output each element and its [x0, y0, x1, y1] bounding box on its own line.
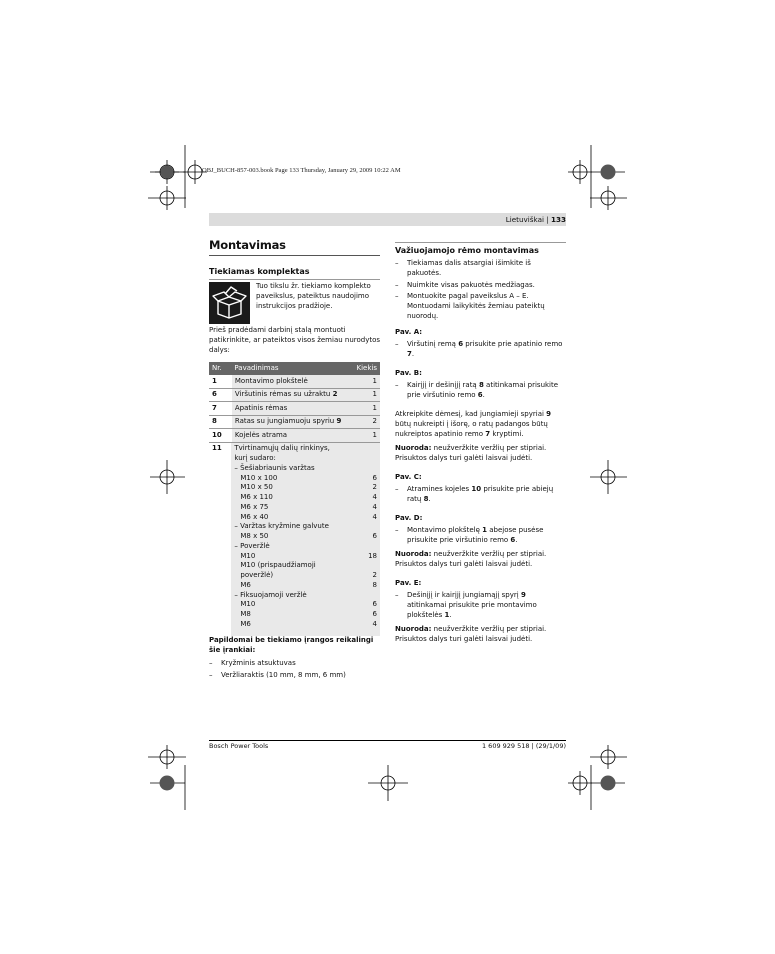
- part-ref: 6: [477, 391, 483, 399]
- step-list: [395, 525, 567, 545]
- part-ref: 1: [482, 526, 487, 534]
- table-row: [209, 429, 380, 443]
- row-nr: 10: [209, 429, 231, 443]
- table-row: [209, 402, 380, 416]
- step-list: [395, 380, 567, 400]
- parts-table: [209, 362, 380, 636]
- part-ref: 7: [485, 430, 491, 438]
- kit-qty: [353, 464, 377, 474]
- note-label: Nuoroda:: [395, 444, 432, 452]
- list-item: – Tiekiamas dalis atsargiai išimkite iš pakuotės.: [395, 258, 567, 278]
- list-item: – Viršutinį remą 6 prisukite prie apatinio remo 7.: [395, 339, 567, 359]
- kit-line: poveržlė): [240, 571, 274, 580]
- kit-qty: 4: [372, 619, 377, 628]
- kit-qty: 4: [372, 502, 377, 511]
- kit-line: – Varžtas kryžmine galvute: [234, 522, 329, 531]
- figure-steps: [395, 327, 567, 644]
- step-label: Pav. B:: [395, 369, 422, 377]
- kit-qty: 2: [372, 483, 377, 492]
- box-contents-icon: [209, 282, 250, 324]
- step-list: [395, 590, 567, 620]
- note: Nuoroda: neužveržkite veržlių per stipriai. Prisuktos dalys turi galėti laisvai judėti.: [395, 444, 547, 462]
- kit-qty: [353, 542, 377, 552]
- row-qty: 1: [350, 429, 380, 443]
- kit-line: M6 x 40: [240, 512, 269, 521]
- row-name: Montavimo plokštelė: [231, 375, 350, 388]
- step-list: [395, 484, 567, 504]
- list-item: – Veržliaraktis (10 mm, 8 mm, 6 mm): [209, 670, 381, 680]
- kit-qty: 6: [372, 610, 377, 619]
- row-nr: 11: [212, 444, 222, 453]
- row-qty: 1: [350, 402, 380, 416]
- frame-heading: Važiuojamojo rėmo montavimas: [395, 246, 539, 255]
- part-ref: 8: [478, 381, 484, 389]
- row-name: Viršutinis rėmas su užraktu 2: [231, 388, 350, 402]
- kit-names: [231, 442, 350, 635]
- header-qty: Kiekis: [350, 362, 380, 375]
- kit-qty: 18: [368, 551, 377, 560]
- footer-brand: Bosch Power Tools: [209, 742, 269, 750]
- kit-qty: 6: [372, 600, 377, 609]
- footer-code: 1 609 929 518 | (29/1/09): [481, 742, 566, 750]
- kit-qty: [353, 444, 377, 454]
- row-nr: 1: [209, 375, 231, 388]
- kit-line: M6 x 110: [240, 493, 273, 502]
- icon-note: Tuo tikslu žr. tiekiamo komplekto paveikslus, pateiktus naudojimo instrukcijos pradžioje.: [256, 282, 371, 310]
- part-ref: 9: [520, 591, 526, 599]
- kit-qty: 6: [372, 473, 377, 482]
- list-item: – Nuimkite visas pakuotės medžiagas.: [395, 280, 567, 290]
- kit-qty: 8: [372, 580, 377, 589]
- row-name-ref: 9: [336, 417, 342, 426]
- note-label: Nuoroda:: [395, 550, 432, 558]
- row-nr: 8: [209, 415, 231, 429]
- step-label: Pav. C:: [395, 473, 422, 481]
- row-qty: 1: [350, 388, 380, 402]
- kit-qty: [353, 561, 377, 571]
- kit-qty: 4: [372, 512, 377, 521]
- kit-line: M8: [240, 610, 251, 619]
- list-item: – Montuokite pagal paveikslus A – E. Montuodami laikykitės žemiau pateiktų nuorodų.: [395, 291, 567, 321]
- list-item: – Kairįjį ir dešinįjį ratą 8 atitinkamai prisukite prie viršutinio remo 6.: [395, 380, 567, 400]
- tools-heading: Papildomai be tiekiamo įrangos reikalingi šie įrankiai:: [209, 636, 374, 654]
- kit-line: M6: [240, 580, 251, 589]
- printer-line: OBJ_BUCH-857-003.book Page 133 Thursday, January 29, 2009 10:22 AM: [202, 167, 401, 174]
- header-nr: Nr.: [209, 362, 231, 375]
- kit-line: M10: [240, 600, 256, 609]
- page-title: Montavimas: [209, 238, 286, 252]
- kit-qty: [353, 591, 377, 601]
- step-label: Pav. E:: [395, 579, 422, 587]
- row-nr: 6: [209, 388, 231, 402]
- part-ref: 1: [444, 611, 450, 619]
- kit-line: M8 x 50: [240, 532, 269, 541]
- running-head: Lietuviškai | 133: [505, 215, 566, 224]
- table-row-kit: [209, 442, 380, 635]
- part-ref: 9: [546, 410, 552, 418]
- step-list: [395, 339, 567, 359]
- note: Nuoroda: neužveržkite veržlių per stipriai. Prisuktos dalys turi galėti laisvai judėti.: [395, 625, 547, 643]
- page-number: 133: [550, 215, 566, 224]
- part-ref: 6: [510, 536, 516, 544]
- part-ref: 8: [423, 495, 429, 503]
- row-qty: 1: [350, 375, 380, 388]
- note: Nuoroda: neužveržkite veržlių per stipriai. Prisuktos dalys turi galėti laisvai judėti.: [395, 550, 547, 568]
- kit-line: M10 (prispaudžiamoji: [240, 561, 316, 570]
- delivery-rule: [209, 279, 380, 280]
- kit-line: M10 x 100: [240, 473, 278, 482]
- running-head-language: Lietuviškai: [505, 215, 544, 224]
- table-row: [209, 388, 380, 402]
- row-name: Apatinis rėmas: [231, 402, 350, 416]
- kit-line: M10 x 50: [240, 483, 273, 492]
- row-name: Kojelės atrama: [231, 429, 350, 443]
- title-rule: [209, 255, 380, 256]
- kit-line: kurį sudaro:: [234, 454, 276, 463]
- intro-text: Prieš pradėdami darbinį stalą montuoti patikrinkite, ar pateiktos visos žemiau nurodytos dalys:: [209, 326, 381, 354]
- part-ref: 10: [471, 485, 482, 493]
- kit-line: M6 x 75: [240, 502, 269, 511]
- kit-qty: [353, 522, 377, 532]
- note-label: Nuoroda:: [395, 625, 432, 633]
- kit-line: Tvirtinamųjų dalių rinkinys,: [234, 444, 330, 453]
- kit-line: – Poveržlė: [234, 541, 270, 550]
- list-item: – Montavimo plokštelę 1 abejose pusėse prisukite prie viršutinio remo 6.: [395, 525, 567, 545]
- frame-list: [395, 258, 567, 323]
- table-row: [209, 375, 380, 388]
- part-ref: 7: [407, 350, 412, 358]
- delivery-heading: Tiekiamas komplektas: [209, 267, 310, 276]
- attention-text: Atkreipkite dėmesį, kad jungiamieji spyriai 9 būtų nukreipti į išorę, o ratų padangos būtų nukreiptos apatinio remo 7 kryptimi.: [395, 410, 552, 438]
- kit-qty: 4: [372, 493, 377, 502]
- frame-top-rule: [395, 242, 566, 243]
- step-label: Pav. A:: [395, 328, 423, 336]
- footer-rule: [209, 740, 566, 741]
- kit-qty: [353, 454, 377, 464]
- table-row: [209, 415, 380, 429]
- row-qty: 2: [350, 415, 380, 429]
- kit-line: M6: [240, 619, 251, 628]
- row-name-ref: 2: [332, 390, 338, 399]
- part-ref: 6: [458, 340, 464, 348]
- kit-qty: 6: [372, 532, 377, 541]
- kit-qtys: [350, 442, 380, 635]
- row-nr: 7: [209, 402, 231, 416]
- tools-list: [209, 658, 381, 681]
- kit-line: – Šešiabriaunis varžtas: [234, 463, 315, 472]
- header-name: Pavadinimas: [231, 362, 350, 375]
- list-item: – Atramines kojeles 10 prisukite prie abiejų ratų 8.: [395, 484, 567, 504]
- list-item: – Kryžminis atsuktuvas: [209, 658, 381, 668]
- step-label: Pav. D:: [395, 514, 423, 522]
- row-name: Ratas su jungiamuoju spyriu 9: [231, 415, 350, 429]
- list-item: – Dešinįjį ir kairįjį jungiamąjį spyrį 9 atitinkamai prisukite prie montavimo plokštelės 1.: [395, 590, 567, 620]
- kit-line: M10: [240, 551, 256, 560]
- kit-line: – Fiksuojamoji veržlė: [234, 590, 307, 599]
- kit-qty: 2: [372, 571, 377, 580]
